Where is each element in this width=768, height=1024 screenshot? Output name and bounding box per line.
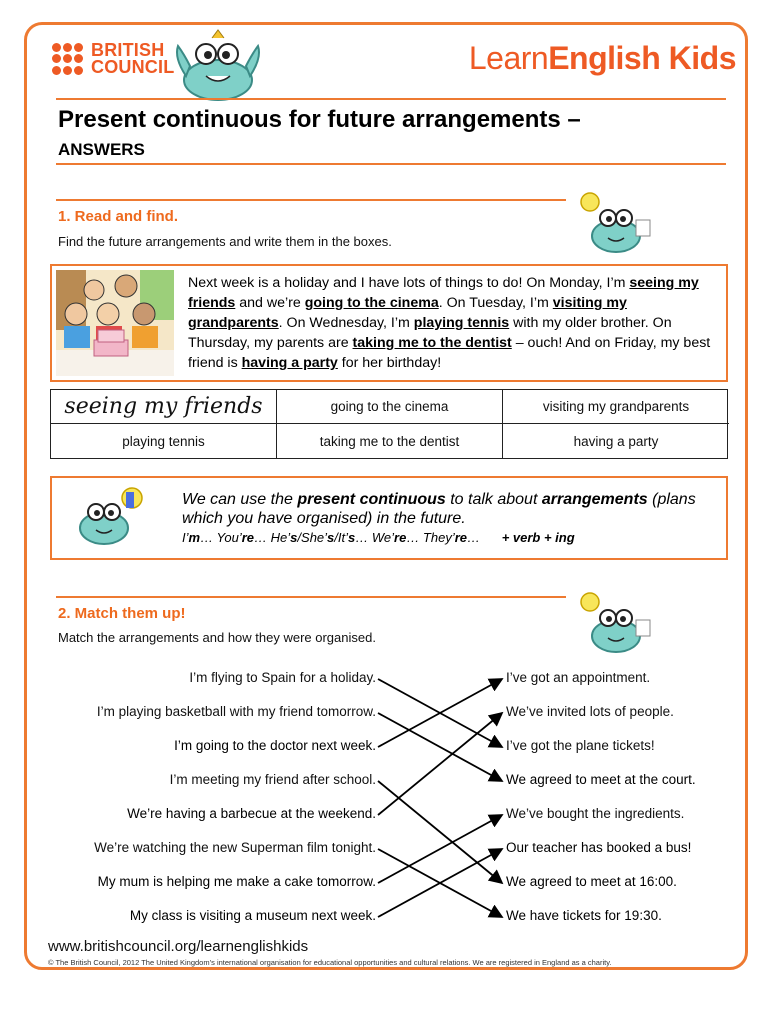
answer-cell: visiting my grandparents xyxy=(503,390,729,424)
story-answer-phrase: having a party xyxy=(241,355,338,371)
form-text: /It’ xyxy=(334,530,349,545)
section1-heading: 1. Read and find. xyxy=(58,208,179,225)
form-text: … He’ xyxy=(254,530,291,545)
match-right-item: We agreed to meet at the court. xyxy=(506,772,696,787)
form-text: … They’ xyxy=(406,530,455,545)
form-ending: s xyxy=(290,530,298,545)
form-ending: s xyxy=(348,530,356,545)
match-right-item: We’ve invited lots of people. xyxy=(506,704,674,719)
form-text: … We’ xyxy=(355,530,395,545)
footer-copyright: © The British Council, 2012 The United Kingdom’s international organisation for educational opportunities and cultural relations. We are registered in England as a charity. xyxy=(48,958,612,967)
form-text: … You’ xyxy=(200,530,242,545)
match-left-item: My mum is helping me make a cake tomorrow. xyxy=(97,874,376,889)
match-line xyxy=(378,713,502,781)
match-left-item: I’m playing basketball with my friend tomorrow. xyxy=(96,704,376,719)
logo-text-light: Learn xyxy=(468,40,549,76)
story-answer-phrase: going to the cinema xyxy=(304,295,439,311)
story-answer-phrase: seeing my friends xyxy=(188,275,699,311)
match-left-item: I’m flying to Spain for a holiday. xyxy=(189,670,376,685)
story-text-part: . On Tuesday, I’m xyxy=(438,295,553,311)
form-ending: s xyxy=(327,530,335,545)
match-right-item: I’ve got an appointment. xyxy=(506,670,651,685)
story-answer-phrase: visiting my grandparents xyxy=(188,295,627,331)
match-right-item: We agreed to meet at 16:00. xyxy=(506,874,677,889)
page-subtitle: ANSWERS xyxy=(58,140,145,159)
match-right-item: We’ve bought the ingredients. xyxy=(506,806,685,821)
form-ending: + verb + ing xyxy=(501,530,575,545)
story-text-part: with my older brother. On Thursday, my parents are xyxy=(188,315,672,351)
answer-cell: having a party xyxy=(573,433,659,449)
rule-keyword: present continuous xyxy=(297,491,446,508)
match-left-item: We’re having a barbecue at the weekend. xyxy=(127,806,376,821)
story-text-part: and we’re xyxy=(235,295,305,311)
form-text: I’ xyxy=(182,530,189,545)
match-right-item: I’ve got the plane tickets! xyxy=(506,738,655,753)
brand-line-1: BRITISH xyxy=(91,40,165,60)
footer-url[interactable]: www.britishcouncil.org/learnenglishkids xyxy=(48,938,309,955)
form-ending: re xyxy=(241,530,255,545)
section2-heading: 2. Match them up! xyxy=(58,605,186,622)
story-text-part: for her birthday! xyxy=(337,355,442,371)
story-text-part: . On Wednesday, I’m xyxy=(278,315,414,331)
section1-instruction: Find the future arrangements and write them in the boxes. xyxy=(58,234,392,249)
rule-keyword: arrangements xyxy=(541,491,648,508)
section2-instruction: Match the arrangements and how they were organised. xyxy=(58,630,376,645)
form-text: /She’ xyxy=(297,530,328,545)
story-answer-phrase: taking me to the dentist xyxy=(352,335,512,351)
match-right-item: Our teacher has booked a bus! xyxy=(506,840,692,855)
answer-cell: taking me to the dentist xyxy=(277,424,503,458)
match-left-item: I’m going to the doctor next week. xyxy=(174,738,376,753)
match-left-item: My class is visiting a museum next week. xyxy=(129,908,376,923)
form-ending: m xyxy=(188,530,201,545)
answer-cell: playing tennis xyxy=(51,424,277,458)
rule-text-part: to talk about xyxy=(445,491,542,508)
match-left-item: I’m meeting my friend after school. xyxy=(169,772,376,787)
match-left-item: We’re watching the new Superman film tonight. xyxy=(94,840,376,855)
match-line xyxy=(378,713,502,815)
story-answer-phrase: playing tennis xyxy=(413,315,510,331)
form-ending: re xyxy=(454,530,468,545)
page-title: Present continuous for future arrangements – xyxy=(58,106,581,133)
story-text-part: Next week is a holiday and I have lots of things to do! On Monday, I’m xyxy=(188,275,630,291)
rule-text-part: We can use the xyxy=(182,491,298,508)
brand-line-2: COUNCIL xyxy=(91,57,175,77)
story-text-part: – ouch! And on Friday, my best friend is xyxy=(188,335,711,371)
rule-text-part: (plans which you have organised) in the future. xyxy=(182,491,696,527)
match-line xyxy=(378,815,502,883)
form-text: … xyxy=(467,530,502,545)
logo-text-bold: English Kids xyxy=(548,40,736,76)
match-right-item: We have tickets for 19:30. xyxy=(506,908,662,923)
answer-cell: seeing my friends xyxy=(51,390,277,424)
answer-cell: going to the cinema xyxy=(277,390,503,424)
match-line xyxy=(378,781,502,883)
form-ending: re xyxy=(394,530,407,545)
